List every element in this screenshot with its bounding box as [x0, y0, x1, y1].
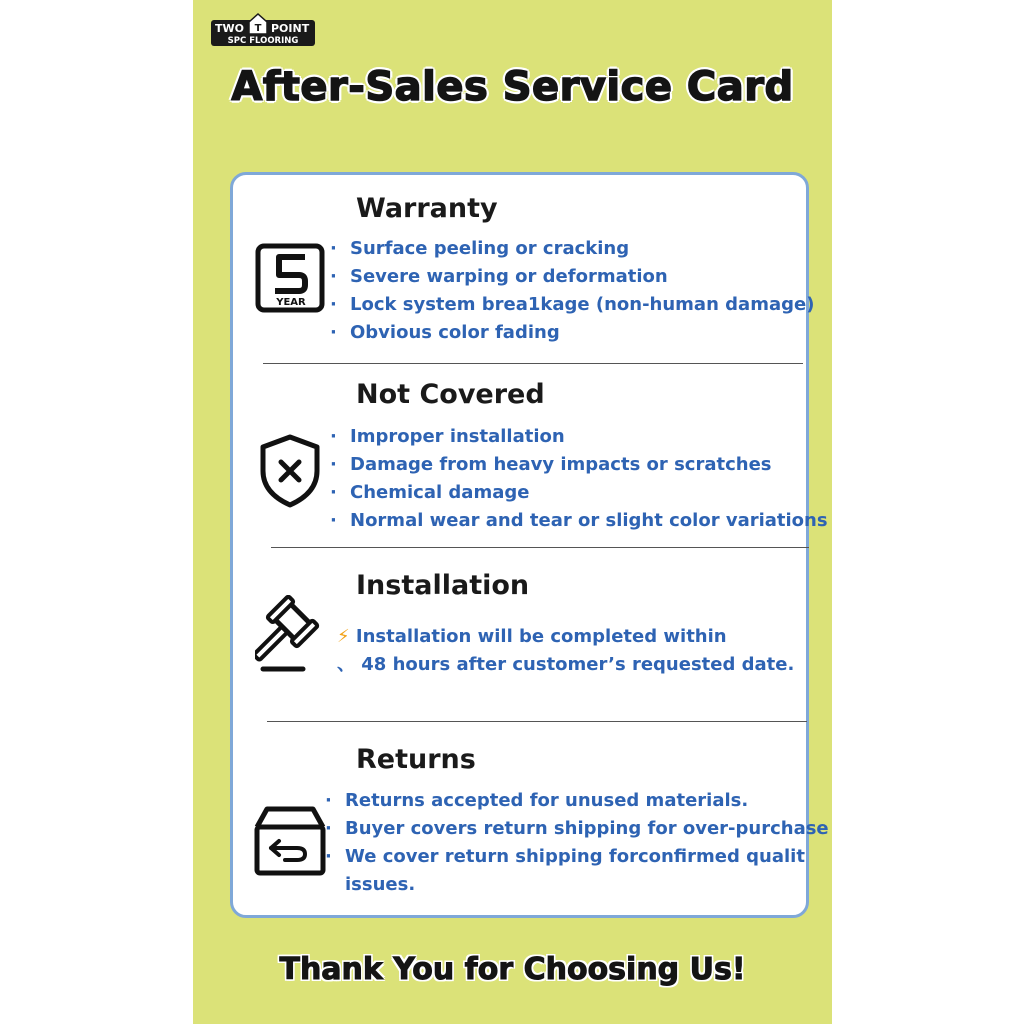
installation-line-2	[337, 651, 794, 679]
list-item: · Lock system brea1kage (non-human damage)	[330, 291, 814, 319]
list-item: · Returns accepted for unused materials.	[325, 787, 829, 815]
logo-text-point: POINT	[271, 22, 310, 35]
list-item: · Buyer covers return shipping for over-purchase	[325, 815, 829, 843]
lightning-icon: ⚡	[337, 626, 350, 647]
thank-you-footer: Thank You for Choosing Us!	[279, 952, 746, 987]
list-item: · Damage from heavy impacts or scratches	[330, 451, 828, 479]
return-box-icon	[253, 803, 327, 879]
returns-continuation: issues.	[345, 874, 416, 895]
returns-title: Returns	[356, 744, 476, 775]
list-item: · Chemical damage	[330, 479, 828, 507]
warranty-title: Warranty	[356, 193, 498, 224]
list-item: · Severe warping or deformation	[330, 263, 814, 291]
service-card-poster	[193, 0, 832, 1024]
installation-text-1: Installation will be completed within	[355, 626, 727, 647]
installation-text-2: 48 hours after customer’s requested date.	[361, 654, 795, 675]
not-covered-list	[330, 423, 828, 535]
logo-text-spc: SPC FLOORING	[227, 36, 299, 46]
warranty-list	[330, 235, 814, 347]
divider	[271, 547, 809, 548]
logo-mark: T	[254, 23, 262, 34]
shield-x-icon	[257, 433, 323, 509]
brand-logo	[209, 10, 317, 50]
badge-text: YEAR	[276, 297, 306, 308]
page-title: After-Sales Service Card	[231, 64, 794, 110]
info-card	[230, 172, 829, 918]
gavel-icon	[255, 595, 335, 675]
not-covered-title: Not Covered	[356, 379, 545, 410]
list-item: · We cover return shipping forconfirmed qualit	[325, 843, 829, 871]
installation-line-1	[337, 623, 727, 651]
list-item: · Normal wear and tear or slight color variations	[330, 507, 828, 535]
logo-text-two: TWO	[215, 22, 244, 35]
returns-list	[325, 787, 829, 871]
list-item: · Improper installation	[330, 423, 828, 451]
installation-title: Installation	[356, 570, 530, 601]
installation-mark: 、	[337, 654, 355, 675]
five-year-badge-icon	[255, 243, 327, 315]
list-item: · Surface peeling or cracking	[330, 235, 814, 263]
divider	[267, 721, 807, 722]
divider	[263, 363, 803, 364]
list-item: · Obvious color fading	[330, 319, 814, 347]
